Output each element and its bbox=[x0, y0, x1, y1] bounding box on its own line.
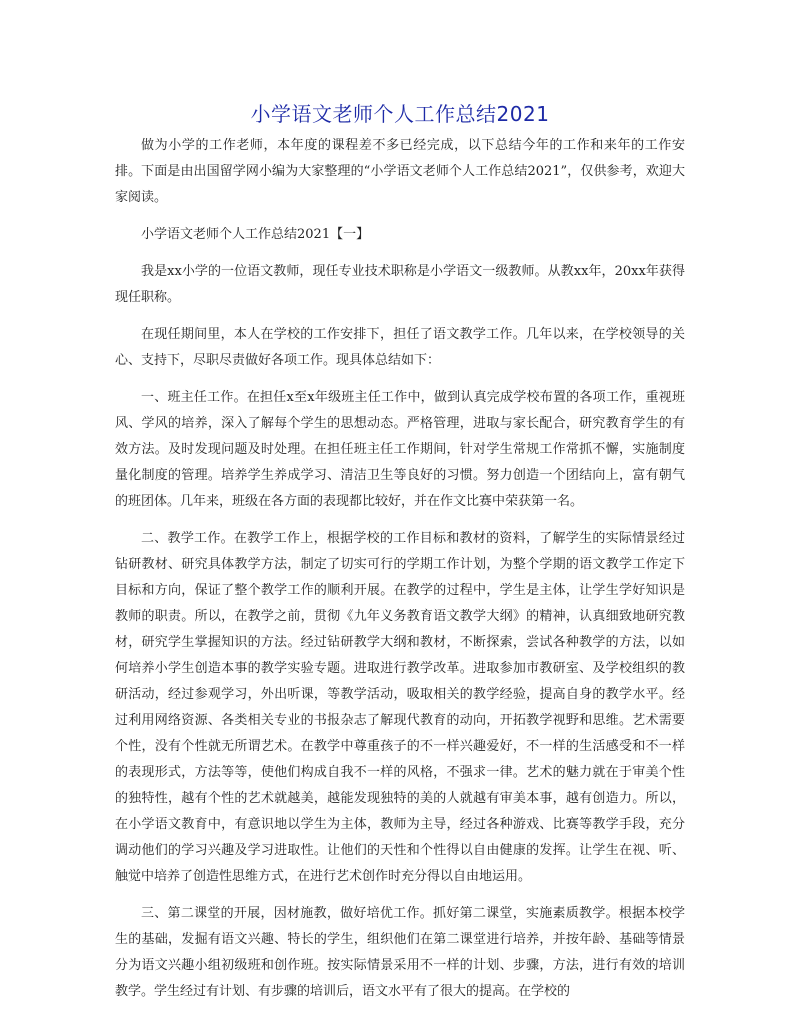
body-paragraph: 我是xx小学的一位语文教师，现任专业技术职称是小学语文一级教师。从教xx年，20xx年获得现任职称。 bbox=[115, 264, 685, 305]
body-paragraph: 一、班主任工作。在担任x至x年级班主任工作中，做到认真完成学校布置的各项工作，重视班风、学风的培养，深入了解每个学生的思想动态。严格管理，进取与家长配合，研究教育学生的有效方法。及时发现问题及时处理。在担任班主任工作期间，针对学生常规工作常抓不懈，实施制度量化制度的管理。培养学生养成学习、清洁卫生等良好的习惯。努力创造一个团结向上，富有朝气的班团体。几年来，班级在各方面的表现都比较好，并在作文比赛中荣获第一名。 bbox=[115, 390, 685, 509]
intro-paragraph: 做为小学的工作老师，本年度的课程差不多已经完成，以下总结今年的工作和来年的工作安排。下面是由出国留学网小编为大家整理的“小学语文老师个人工作总结2021”，仅供参考，欢迎大家阅读。 bbox=[115, 138, 685, 205]
body-paragraph: 在现任期间里，本人在学校的工作安排下，担任了语文教学工作。几年以来，在学校领导的关心、支持下，尽职尽责做好各项工作。现具体总结如下： bbox=[115, 327, 685, 368]
body-paragraph: 二、教学工作。在教学工作上，根据学校的工作目标和教材的资料，了解学生的实际情景经过钻研教材、研究具体教学方法，制定了切实可行的学期工作计划，为整个学期的语文教学工作定下目标和方向，保证了整个教学工作的顺利开展。在教学的过程中，学生是主体，让学生学好知识是教师的职责。所以，在教学之前，贯彻《九年义务教育语文教学大纲》的精神，认真细致地研究教材，研究学生掌握知识的方法。经过钻研教学大纲和教材，不断探索，尝试各种教学的方法，以如何培养小学生创造本事的教学实验专题。进取进行教学改革。进取参加市教研室、及学校组织的教研活动，经过参观学习，外出听课，等教学活动，吸取相关的教学经验，提高自身的教学水平。经过利用网络资源、各类相关专业的书报杂志了解现代教育的动向，开拓教学视野和思维。艺术需要个性，没有个性就无所谓艺术。在教学中尊重孩子的不一样兴趣爱好，不一样的生活感受和不一样的表现形式，方法等等，使他们构成自我不一样的风格，不强求一律。艺术的魅力就在于审美个性的独特性，越有个性的艺术就越美，越能发现独特的美的人就越有审美本事，越有创造力。所以，在小学语文教育中，有意识地以学生为主体，教师为主导，经过各种游戏、比赛等教学手段，充分调动他们的学习兴趣及学习进取性。让他们的天性和个性得以自由健康的发挥。让学生在视、听、触觉中培养了创造性思维方式，在进行艺术创作时充分得以自由地运用。 bbox=[115, 531, 685, 884]
body-paragraph: 三、第二课堂的开展，因材施教，做好培优工作。抓好第二课堂，实施素质教学。根据本校学生的基础，发掘有语文兴趣、特长的学生，组织他们在第二课堂进行培养，并按年龄、基础等情景分为语文兴趣小组初级班和创作班。按实际情景采用不一样的计划、步骤，方法，进行有效的培训教学。学生经过有计划、有步骤的培训后，语文水平有了很大的提高。在学校的 bbox=[115, 906, 685, 999]
document-body bbox=[115, 133, 685, 1016]
section-heading: 小学语文老师个人工作总结2021【一】 bbox=[141, 227, 370, 242]
document-title: 小学语文老师个人工作总结2021 bbox=[250, 102, 550, 126]
